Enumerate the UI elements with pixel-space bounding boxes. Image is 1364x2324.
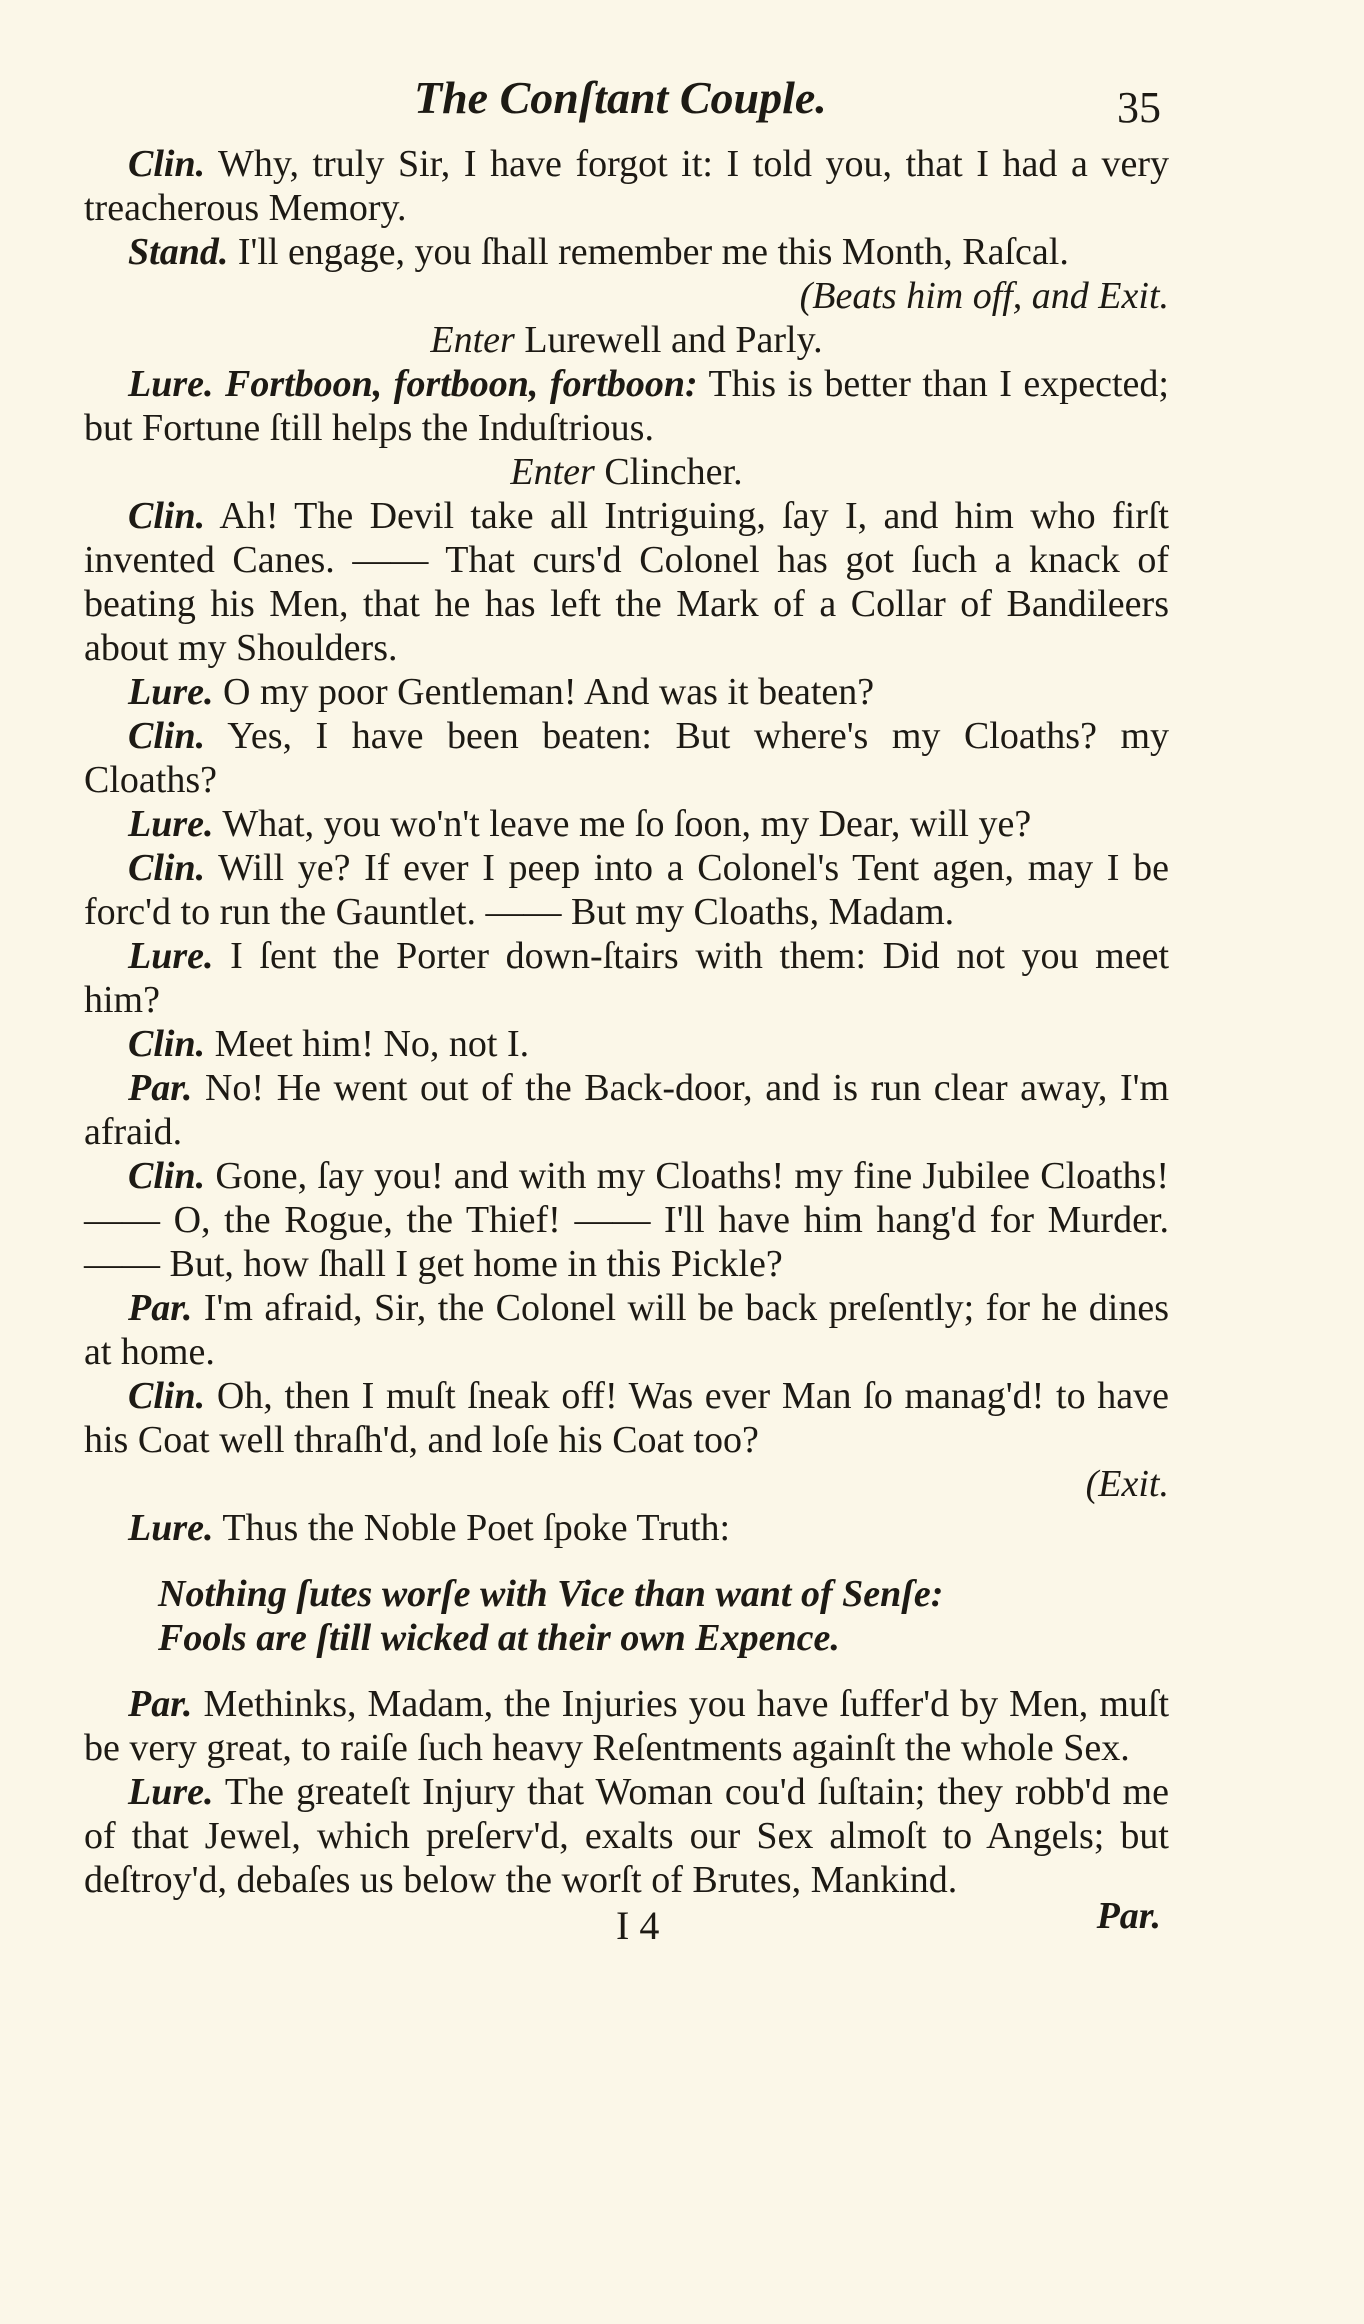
- verse-quote: [158, 1572, 1169, 1660]
- speech-line: [84, 1682, 1169, 1770]
- speech-line: [84, 802, 1169, 846]
- speaker-name: Par.: [128, 1683, 193, 1725]
- speech-text: I'm afraid, Sir, the Colonel will be back preſently; for he dines at home.: [84, 1287, 1170, 1373]
- speaker-name: Stand.: [128, 231, 229, 273]
- page-number: 35: [1117, 83, 1161, 132]
- speech-line: [84, 1770, 1169, 1902]
- speaker-name: Lure.: [128, 1507, 214, 1549]
- speaker-name: Clin.: [128, 495, 206, 537]
- speech-text: Will ye? If ever I peep into a Colonel's Tent agen, may I be forc'd to run the Gauntlet. —— But my Cloaths, Madam.: [84, 847, 1169, 933]
- speech-line: [84, 1286, 1169, 1374]
- speaker-name: Clin.: [128, 715, 206, 757]
- speech-text: Ah! The Devil take all Intriguing, ſay I, and him who firſt invented Canes. —— That curs'd Colonel has got ſuch a knack of beating his Men, that he has left the Mark of a Collar of Bandileers about my Shoulders.: [84, 495, 1169, 669]
- speech-text: Thus the Noble Poet ſpoke Truth:: [222, 1507, 731, 1549]
- verse-line: Fools are ſtill wicked at their own Expence.: [158, 1617, 840, 1659]
- catchword: Par.: [1096, 1895, 1161, 1937]
- stage-direction-text: Lurewell and Parly.: [524, 319, 823, 361]
- speech-line: [84, 1506, 1169, 1550]
- speech-text: Gone, ſay you! and with my Cloaths! my fine Jubilee Cloaths! —— O, the Rogue, the Thief! —— I'll have him hang'd for Murder. —— But, how ſhall I get home in this Pickle?: [84, 1155, 1169, 1285]
- stage-direction: (Beats him off, and Exit.: [799, 275, 1169, 317]
- speech-line: [84, 670, 1169, 714]
- speaker-name: Clin.: [128, 1155, 206, 1197]
- speech-line: [84, 1374, 1169, 1462]
- text-block: [84, 70, 1169, 1954]
- speech-line: [84, 362, 1169, 450]
- speech-text: I ſent the Porter down-ſtairs with them: Did not you meet him?: [84, 935, 1169, 1021]
- speaker-name: Clin.: [128, 143, 206, 185]
- speech-line: [84, 1022, 1169, 1066]
- speech-text: No! He went out of the Back-door, and is run clear away, I'm afraid.: [84, 1067, 1170, 1153]
- signature-mark: I 4: [616, 1903, 660, 1948]
- speech-line: [84, 714, 1169, 802]
- speaker-name: Lure.: [128, 803, 214, 845]
- speech-text: Why, truly Sir, I have forgot it: I told you, that I had a very treacherous Memory.: [84, 143, 1169, 229]
- stage-direction-keyword: Enter: [510, 451, 595, 493]
- speaker-name: Lure.: [128, 671, 214, 713]
- stage-direction-entrance: [84, 318, 1169, 362]
- speaker-name: Par.: [128, 1067, 193, 1109]
- speech-text: I'll engage, you ſhall remember me this Month, Raſcal.: [237, 231, 1069, 273]
- speaker-name: Clin.: [128, 1023, 206, 1065]
- speech-line: [84, 934, 1169, 1022]
- speech-text: Oh, then I muſt ſneak off! Was ever Man ſo manag'd! to have his Coat well thraſh'd, and loſe his Coat too?: [84, 1375, 1170, 1461]
- speech-text: Methinks, Madam, the Injuries you have ſuffer'd by Men, muſt be very great, to raiſe ſuch heavy Reſentments againſt the whole Sex.: [84, 1683, 1170, 1769]
- speaker-name: Lure.: [128, 935, 214, 977]
- stage-direction-keyword: Enter: [430, 319, 515, 361]
- page-header: [84, 70, 1169, 136]
- speech-text: The greateſt Injury that Woman cou'd ſuſtain; they robb'd me of that Jewel, which preſerv'd, exalts our Sex almoſt to Angels; but deſtroy'd, debaſes us below the worſt of Brutes, Mankind.: [84, 1771, 1169, 1901]
- stage-direction: (Exit.: [1085, 1463, 1169, 1505]
- speaker-name: Lure.: [128, 1771, 214, 1813]
- speech-line: [84, 142, 1169, 230]
- speaker-name: Clin.: [128, 847, 206, 889]
- speaker-name: Lure.: [128, 363, 214, 405]
- speech-line: [84, 494, 1169, 670]
- speech-italic-text: Fortboon, fortboon, fortboon:: [224, 363, 698, 405]
- verse-line: Nothing ſutes worſe with Vice than want of Senſe:: [158, 1573, 944, 1615]
- speaker-name: Clin.: [128, 1375, 206, 1417]
- speech-line: [84, 1066, 1169, 1154]
- speech-text: What, you wo'n't leave me ſo ſoon, my Dear, will ye?: [222, 803, 1032, 845]
- running-head: The Conſtant Couple.: [414, 72, 827, 123]
- page-footer: [84, 1895, 1169, 1954]
- speech-text: O my poor Gentleman! And was it beaten?: [223, 671, 875, 713]
- speech-line: [84, 230, 1169, 274]
- stage-direction-text: Clincher.: [604, 451, 743, 493]
- speech-text: This is better than I expected; but Fortune ſtill helps the Induſtrious.: [84, 363, 1169, 449]
- speech-text: Yes, I have been beaten: But where's my Cloaths? my Cloaths?: [84, 715, 1170, 801]
- stage-direction-entrance: [84, 450, 1169, 494]
- speech-text: Meet him! No, not I.: [214, 1023, 530, 1065]
- speech-line: [84, 846, 1169, 934]
- speaker-name: Par.: [128, 1287, 193, 1329]
- speech-line: [84, 1154, 1169, 1286]
